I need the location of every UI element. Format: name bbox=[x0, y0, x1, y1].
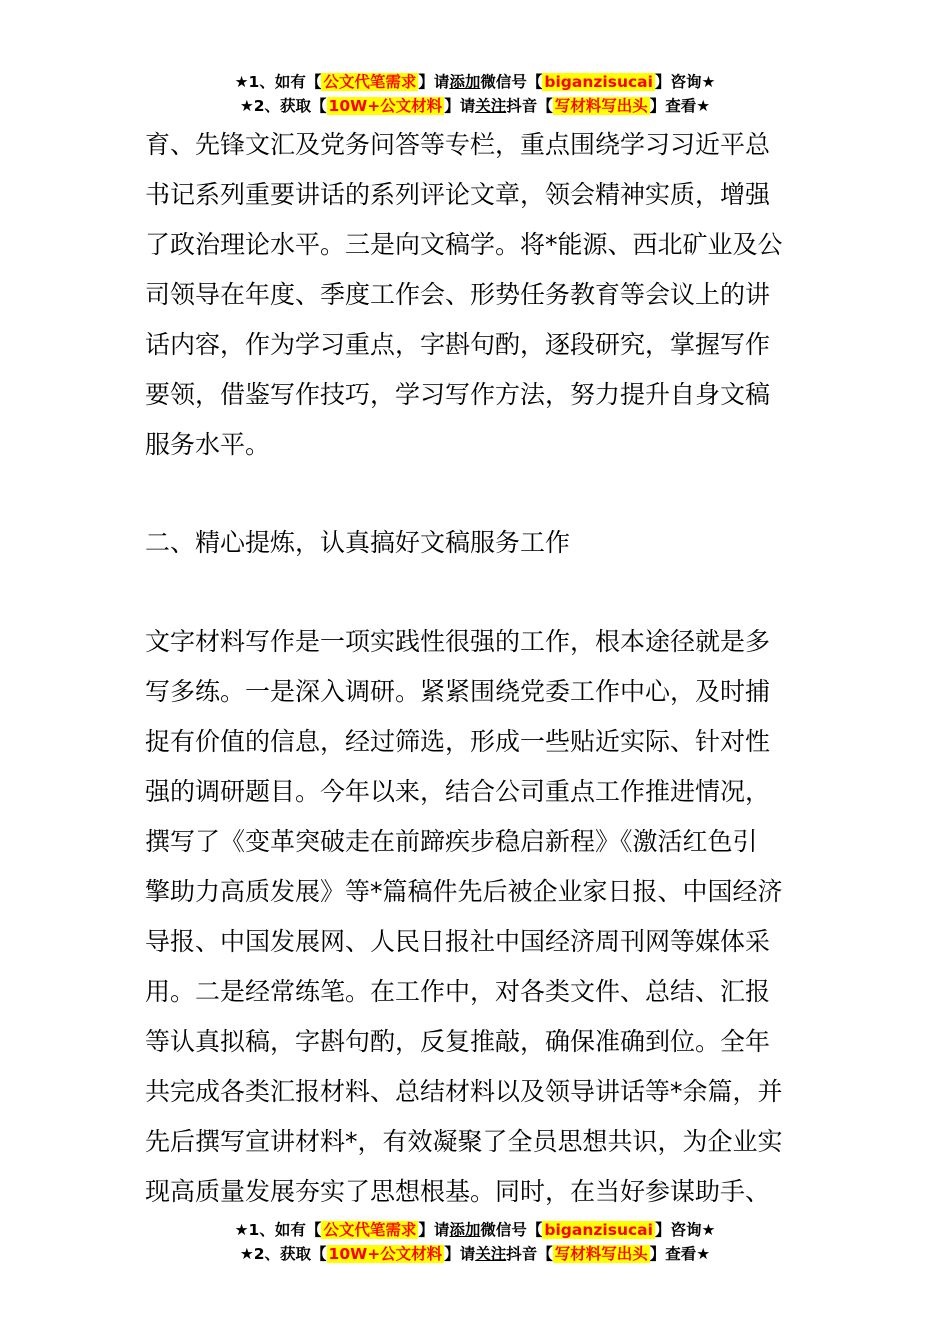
text-line: 擎助力高质发展》等*篇稿件先后被企业家日报、中国经济 bbox=[145, 877, 783, 906]
text-line: 用。二是经常练笔。在工作中，对各类文件、总结、汇报 bbox=[145, 977, 771, 1006]
promo-douyin-id: 写材料写出头 bbox=[554, 1245, 648, 1263]
promo-text: 】请 bbox=[418, 1221, 450, 1239]
promo-suffix: 】咨询★ bbox=[654, 73, 716, 91]
promo-underlined: 关注 bbox=[475, 97, 507, 115]
promo-line-2 bbox=[0, 1242, 950, 1266]
promo-line-1 bbox=[0, 1218, 950, 1242]
promo-prefix: ★2、获取【 bbox=[239, 97, 327, 115]
bottom-promo-banner bbox=[0, 1218, 950, 1266]
promo-wechat-id: biganzisucai bbox=[544, 1221, 653, 1239]
text-line: 共完成各类汇报材料、总结材料以及领导讲话等*余篇，并 bbox=[145, 1077, 783, 1106]
promo-underlined: 关注 bbox=[475, 1245, 507, 1263]
paragraph-2 bbox=[145, 617, 810, 1217]
promo-text: 抖音【 bbox=[506, 97, 553, 115]
promo-prefix: ★1、如有【 bbox=[234, 1221, 322, 1239]
promo-text: 】请 bbox=[444, 1245, 476, 1263]
promo-text: 】请 bbox=[444, 97, 476, 115]
promo-line-1 bbox=[0, 70, 950, 94]
text-line: 写多练。一是深入调研。紧紧围绕党委工作中心，及时捕 bbox=[145, 677, 771, 706]
promo-highlight: 10W+公文材料 bbox=[328, 97, 443, 115]
promo-highlight: 10W+公文材料 bbox=[328, 1245, 443, 1263]
heading-text: 二、精心提炼，认真搞好文稿服务工作 bbox=[145, 528, 571, 557]
top-promo-banner bbox=[0, 70, 950, 118]
paragraph-1 bbox=[145, 120, 810, 470]
promo-text: 微信号【 bbox=[480, 1221, 543, 1239]
promo-douyin-id: 写材料写出头 bbox=[554, 97, 648, 115]
text-line: 撰写了《变革突破走在前蹄疾步稳启新程》《激活红色引 bbox=[145, 827, 758, 856]
promo-suffix: 】咨询★ bbox=[654, 1221, 716, 1239]
text-line: 等认真拟稿，字斟句酌，反复推敲，确保准确到位。全年 bbox=[145, 1027, 771, 1056]
promo-underlined: 添加 bbox=[449, 1221, 481, 1239]
text-line: 要领，借鉴写作技巧，学习写作方法，努力提升自身文稿 bbox=[145, 380, 771, 409]
text-line: 育、先锋文汇及党务问答等专栏，重点围绕学习习近平总 bbox=[145, 130, 771, 159]
promo-underlined: 添加 bbox=[449, 73, 481, 91]
promo-line-2 bbox=[0, 94, 950, 118]
promo-text: 微信号【 bbox=[480, 73, 543, 91]
promo-highlight: 公文代笔需求 bbox=[323, 73, 417, 91]
text-line: 司领导在年度、季度工作会、形势任务教育等会议上的讲 bbox=[145, 280, 771, 309]
text-line: 捉有价值的信息，经过筛选，形成一些贴近实际、针对性 bbox=[145, 727, 771, 756]
text-line: 文字材料写作是一项实践性很强的工作，根本途径就是多 bbox=[145, 627, 771, 656]
text-line: 话内容，作为学习重点，字斟句酌，逐段研究，掌握写作 bbox=[145, 330, 771, 359]
section-heading bbox=[145, 518, 810, 568]
promo-wechat-id: biganzisucai bbox=[544, 73, 653, 91]
text-line: 服务水平。 bbox=[145, 430, 271, 459]
promo-text: 抖音【 bbox=[506, 1245, 553, 1263]
promo-prefix: ★2、获取【 bbox=[239, 1245, 327, 1263]
promo-prefix: ★1、如有【 bbox=[234, 73, 322, 91]
text-line: 现高质量发展夯实了思想根基。同时，在当好参谋助手、 bbox=[145, 1177, 771, 1206]
promo-text: 】请 bbox=[418, 73, 450, 91]
promo-highlight: 公文代笔需求 bbox=[323, 1221, 417, 1239]
promo-suffix: 】查看★ bbox=[649, 1245, 711, 1263]
text-line: 书记系列重要讲话的系列评论文章，领会精神实质，增强 bbox=[145, 180, 771, 209]
text-line: 了政治理论水平。三是向文稿学。将*能源、西北矿业及公 bbox=[145, 230, 783, 259]
promo-suffix: 】查看★ bbox=[649, 97, 711, 115]
text-line: 先后撰写宣讲材料*，有效凝聚了全员思想共识，为企业实 bbox=[145, 1127, 783, 1156]
text-line: 导报、中国发展网、人民日报社中国经济周刊网等媒体采 bbox=[145, 927, 771, 956]
text-line: 强的调研题目。今年以来，结合公司重点工作推进情况， bbox=[145, 777, 771, 806]
